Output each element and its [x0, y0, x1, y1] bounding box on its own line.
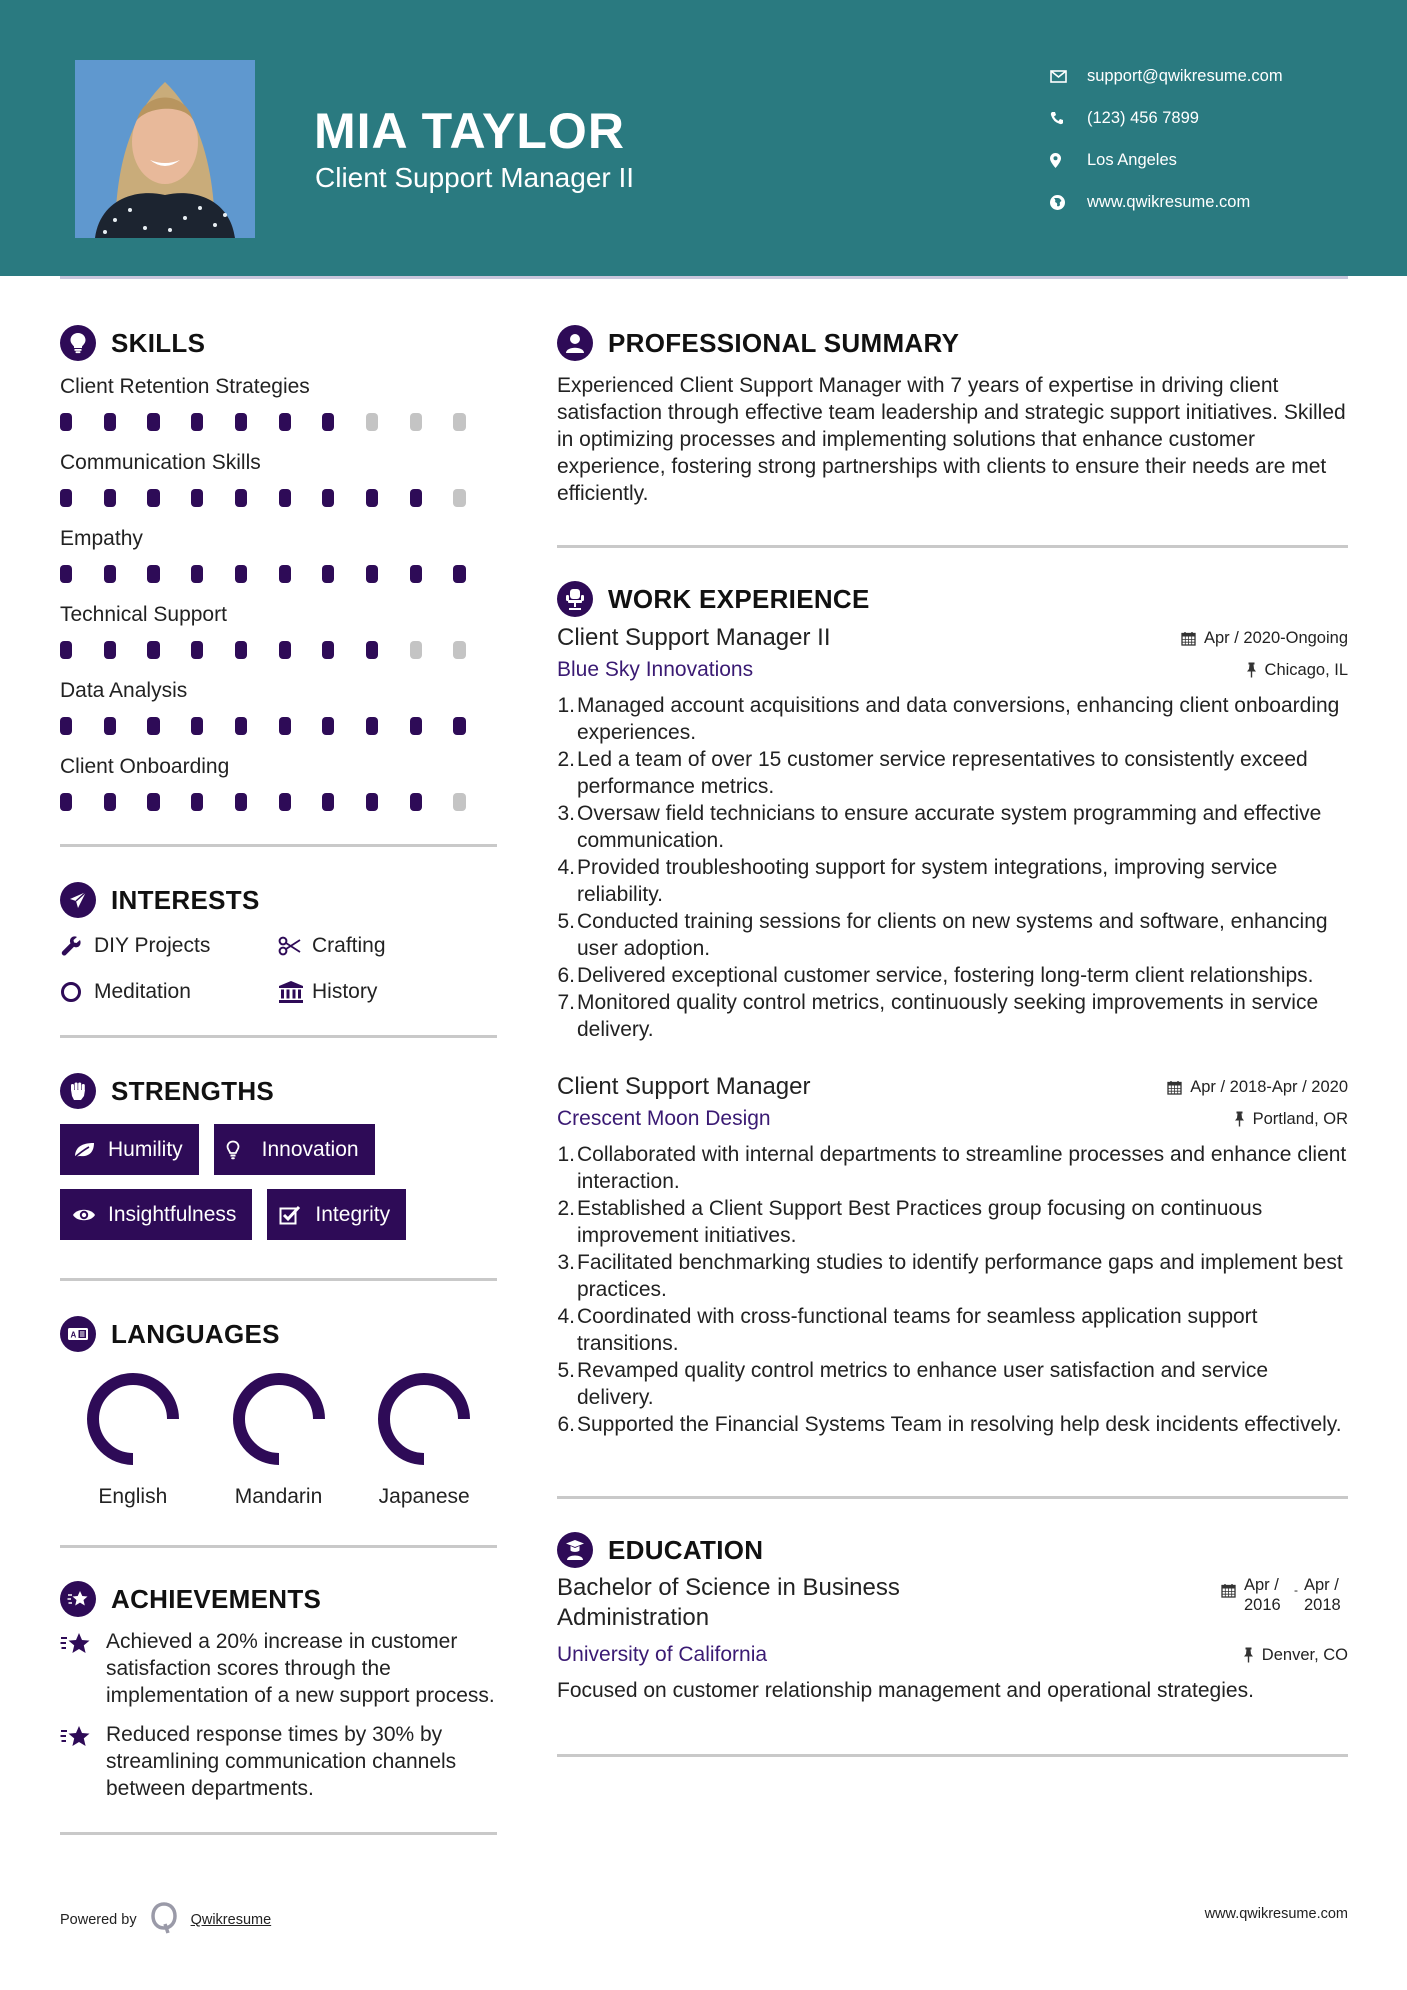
skill-rating [60, 630, 497, 670]
experience-section [557, 576, 1348, 1438]
profile-photo [75, 60, 255, 238]
rating-dot-filled [410, 793, 422, 811]
job-bullet [557, 1249, 1348, 1303]
job-bullet [557, 1141, 1348, 1195]
wrench-icon [60, 935, 94, 957]
rating-dot-filled [453, 717, 465, 735]
job-bullet [557, 908, 1348, 962]
job-bullet [557, 800, 1348, 854]
rating-dot-filled [235, 717, 247, 735]
section-divider [60, 844, 497, 847]
rating-dot-filled [453, 565, 465, 583]
candidate-title: Client Support Manager II [315, 162, 635, 193]
rating-dot-filled [279, 793, 291, 811]
job-location: Chicago, IL [1246, 661, 1348, 680]
rating-dot-filled [410, 717, 422, 735]
rating-dot-filled [366, 489, 378, 507]
map-marker-icon [1050, 153, 1087, 168]
bank-icon [278, 980, 312, 1004]
svg-text:A: A [70, 1330, 77, 1340]
contact-phone[interactable] [1050, 97, 1283, 139]
job-bullet [557, 1411, 1348, 1438]
job-bullet [557, 962, 1348, 989]
job-bullet [557, 746, 1348, 800]
strength-chip: Innovation [214, 1124, 375, 1175]
rating-dot-filled [235, 641, 247, 659]
rating-dot-filled [279, 641, 291, 659]
skill-name: Communication Skills [60, 451, 261, 474]
rating-dot-filled [366, 717, 378, 735]
qwikresume-logo-icon [151, 1902, 177, 1938]
interests-heading: INTERESTS [60, 877, 497, 923]
bullet-text: Oversaw field technicians to ensure accurate system programming and effective communication. [577, 802, 1322, 852]
interests-section [60, 877, 497, 1011]
rating-dot-filled [279, 565, 291, 583]
bullet-text: Managed account acquisitions and data conversions, enhancing client onboarding experiences. [577, 694, 1340, 744]
skill-name: Empathy [60, 527, 143, 550]
contact-location [1050, 139, 1283, 181]
languages-list [60, 1371, 497, 1509]
strengths-heading: STRENGTHS [60, 1068, 497, 1114]
job-entry [557, 1073, 1348, 1438]
rating-dot-filled [235, 565, 247, 583]
interest-item: History [278, 973, 496, 1011]
left-column [60, 320, 497, 1835]
contact-website-text: www.qwikresume.com [1087, 192, 1251, 211]
rating-dot-filled [322, 793, 334, 811]
section-divider [557, 545, 1348, 548]
summary-section [557, 320, 1348, 507]
rating-dot-filled [279, 717, 291, 735]
job-dates: Apr / 2020-Ongoing [1181, 629, 1348, 648]
languages-heading: A LANGUAGES [60, 1311, 497, 1357]
rating-dot-empty [410, 641, 422, 659]
rating-dot-filled [322, 565, 334, 583]
rating-dot-filled [235, 489, 247, 507]
rating-dot-filled [147, 565, 159, 583]
globe-icon [1050, 195, 1087, 210]
section-divider [557, 1496, 1348, 1499]
rating-dot-filled [235, 793, 247, 811]
bullet-number: 4. [557, 1305, 575, 1328]
pushpin-icon [1246, 662, 1257, 678]
bullet-number: 5. [557, 910, 575, 933]
section-divider [60, 1278, 497, 1281]
job-location: Portland, OR [1234, 1110, 1348, 1129]
skill-name: Data Analysis [60, 679, 188, 702]
rating-dot-filled [104, 793, 116, 811]
bullet-text: Collaborated with internal departments to streamline processes and enhance client interaction. [577, 1143, 1347, 1193]
rating-dot-filled [366, 565, 378, 583]
bullet-text: Facilitated benchmarking studies to identify performance gaps and implement best practices. [577, 1251, 1343, 1301]
skill-rating [60, 478, 497, 518]
summary-text: Experienced Client Support Manager with 7 years of expertise in driving client satisfaction through effective team leadership and strategic support initiatives. Skilled in optimizing processes and implementing solutions that enhance customer experience, fostering strong partnerships with clients to ensure their needs are met efficiently. [557, 374, 1346, 505]
skill-rating [60, 782, 497, 822]
interest-item: DIY Projects [60, 927, 278, 965]
rating-dot-filled [410, 565, 422, 583]
language-proficiency-ring [231, 1371, 327, 1467]
contact-email-text: support@qwikresume.com [1087, 66, 1283, 85]
bullet-text: Provided troubleshooting support for system integrations, improving service reliability. [577, 856, 1278, 906]
education-start-date: Apr / 2016 [1244, 1576, 1281, 1614]
rating-dot-filled [60, 413, 72, 431]
degree-title: Bachelor of Science in Business Administration [557, 1574, 900, 1631]
contact-phone-text: (123) 456 7899 [1087, 108, 1199, 127]
calendar-icon [1181, 631, 1196, 646]
bullet-number: 1. [557, 694, 575, 717]
school-name: University of California [557, 1643, 768, 1666]
header-divider [60, 276, 1348, 279]
skills-list [60, 372, 497, 822]
experience-heading: WORK EXPERIENCE [557, 576, 1348, 622]
calendar-icon [1167, 1080, 1182, 1095]
skill-name: Technical Support [60, 603, 227, 626]
rating-dot-filled [410, 489, 422, 507]
rating-dot-filled [191, 565, 203, 583]
achievements-heading: ACHIEVEMENTS [60, 1576, 497, 1622]
interest-item: Meditation [60, 973, 278, 1011]
rating-dot-filled [366, 793, 378, 811]
checkbox-icon [279, 1205, 315, 1225]
star-icon [60, 1721, 106, 1802]
translate-icon [60, 1316, 96, 1352]
eye-icon [72, 1207, 108, 1223]
strength-chip: Humility [60, 1124, 199, 1175]
rating-dot-filled [104, 565, 116, 583]
education-description: Focused on customer relationship management and operational strategies. [557, 1679, 1254, 1702]
skill-rating [60, 554, 497, 594]
raised-fist-icon [60, 1073, 96, 1109]
candidate-name: MIA TAYLOR [314, 103, 625, 159]
rating-dot-empty [366, 413, 378, 431]
bullet-number: 5. [557, 1359, 575, 1382]
user-icon [557, 325, 593, 361]
job-bullet [557, 1357, 1348, 1411]
job-dates: Apr / 2018-Apr / 2020 [1167, 1078, 1348, 1097]
bullet-number: 2. [557, 1197, 575, 1220]
rating-dot-empty [453, 489, 465, 507]
bullet-text: Led a team of over 15 customer service representatives to consistently exceed performance metrics. [577, 748, 1308, 798]
language-item: Japanese [351, 1371, 497, 1509]
footer-powered-by: Powered by Qwikresume [60, 1902, 271, 1938]
contact-list [1050, 55, 1283, 223]
interest-item: Crafting [278, 927, 496, 965]
rating-dot-filled [60, 489, 72, 507]
rating-dot-filled [104, 717, 116, 735]
bullet-text: Coordinated with cross-functional teams for seamless application support transitions. [577, 1305, 1258, 1355]
scissors-icon [278, 936, 312, 956]
bullet-number: 3. [557, 1251, 575, 1274]
office-chair-icon [557, 581, 593, 617]
rating-dot-filled [279, 413, 291, 431]
rating-dot-filled [60, 717, 72, 735]
bullet-number: 6. [557, 1413, 575, 1436]
language-proficiency-ring [376, 1371, 472, 1467]
job-bullet [557, 1195, 1348, 1249]
section-divider [60, 1545, 497, 1548]
rating-dot-filled [147, 641, 159, 659]
circle-icon [60, 981, 94, 1003]
strengths-section [60, 1068, 497, 1240]
achievement-item: Achieved a 20% increase in customer satisfaction scores through the implementation of a new support process. [60, 1628, 497, 1709]
lightbulb-icon [226, 1140, 262, 1160]
rating-dot-filled [322, 641, 334, 659]
job-bullet [557, 854, 1348, 908]
achievement-item: Reduced response times by 30% by streamlining communication channels between departments. [60, 1721, 497, 1802]
company-name: Blue Sky Innovations [557, 658, 754, 681]
pushpin-icon [1234, 1111, 1245, 1127]
rating-dot-filled [60, 565, 72, 583]
qwikresume-link[interactable]: Qwikresume [190, 1912, 272, 1928]
lightbulb-icon [60, 325, 96, 361]
job-bullets [557, 692, 1348, 1043]
job-bullet [557, 692, 1348, 746]
rating-dot-filled [104, 413, 116, 431]
bullet-number: 4. [557, 856, 575, 879]
bullet-number: 1. [557, 1143, 575, 1166]
contact-email[interactable] [1050, 55, 1283, 97]
rating-dot-filled [191, 489, 203, 507]
rating-dot-filled [147, 413, 159, 431]
rating-dot-filled [191, 641, 203, 659]
bullet-text: Revamped quality control metrics to enhance user satisfaction and service delivery. [577, 1359, 1269, 1409]
rating-dot-filled [191, 793, 203, 811]
rating-dot-filled [191, 413, 203, 431]
calendar-icon [1221, 1583, 1236, 1598]
section-divider [60, 1832, 497, 1835]
footer-website[interactable]: www.qwikresume.com [1204, 1906, 1348, 1922]
strength-chip: Insightfulness [60, 1189, 252, 1240]
star-icon [60, 1628, 106, 1709]
graduate-icon [557, 1532, 593, 1568]
rating-dot-filled [322, 489, 334, 507]
skills-heading: SKILLS [60, 320, 497, 366]
language-proficiency-ring [85, 1371, 181, 1467]
education-heading: EDUCATION [557, 1527, 1348, 1573]
bullet-number: 7. [557, 991, 575, 1014]
rating-dot-filled [147, 489, 159, 507]
languages-section [60, 1311, 497, 1509]
star-badge-icon [60, 1581, 96, 1617]
bullet-text: Monitored quality control metrics, continuously seeking improvements in service delivery. [577, 991, 1319, 1041]
skill-rating [60, 402, 497, 442]
rating-dot-filled [104, 489, 116, 507]
strength-chip: Integrity [267, 1189, 406, 1240]
bullet-text: Established a Client Support Best Practices group focusing on continuous improvement initiatives. [577, 1197, 1263, 1247]
rating-dot-empty [453, 413, 465, 431]
rating-dot-filled [322, 717, 334, 735]
achievements-section [60, 1576, 497, 1802]
resume-header [0, 0, 1407, 276]
job-bullet [557, 1303, 1348, 1357]
bullet-text: Delivered exceptional customer service, fostering long-term client relationships. [577, 964, 1314, 987]
language-item: English [60, 1371, 206, 1509]
leaf-icon [72, 1141, 108, 1159]
rating-dot-empty [410, 413, 422, 431]
skill-name: Client Retention Strategies [60, 375, 310, 398]
envelope-icon [1050, 70, 1087, 83]
rating-dot-filled [104, 641, 116, 659]
section-divider [557, 1754, 1348, 1757]
language-item: Mandarin [206, 1371, 352, 1509]
rating-dot-empty [453, 641, 465, 659]
rating-dot-filled [235, 413, 247, 431]
right-column [557, 320, 1348, 1757]
job-bullets [557, 1141, 1348, 1438]
education-location: Denver, CO [1243, 1646, 1348, 1665]
skills-section [60, 320, 497, 822]
rating-dot-empty [453, 793, 465, 811]
contact-website[interactable] [1050, 181, 1283, 223]
paper-plane-icon [60, 882, 96, 918]
bullet-number: 6. [557, 964, 575, 987]
summary-heading: PROFESSIONAL SUMMARY [557, 320, 1348, 366]
bullet-number: 3. [557, 802, 575, 825]
education-section [557, 1527, 1348, 1704]
company-name: Crescent Moon Design [557, 1107, 771, 1130]
phone-icon [1050, 111, 1087, 125]
contact-location-text: Los Angeles [1087, 150, 1177, 169]
rating-dot-filled [60, 641, 72, 659]
bullet-text: Supported the Financial Systems Team in resolving help desk incidents effectively. [577, 1413, 1342, 1436]
bullet-number: 2. [557, 748, 575, 771]
rating-dot-filled [366, 641, 378, 659]
education-end-date: Apr / 2018 [1304, 1576, 1341, 1614]
section-divider [60, 1035, 497, 1038]
rating-dot-filled [147, 793, 159, 811]
job-title: Client Support Manager II [557, 624, 831, 651]
interests-list [60, 927, 497, 1011]
rating-dot-filled [279, 489, 291, 507]
rating-dot-filled [322, 413, 334, 431]
rating-dot-filled [147, 717, 159, 735]
rating-dot-filled [191, 717, 203, 735]
pushpin-icon [1243, 1647, 1254, 1663]
date-separator: - [1294, 1583, 1298, 1597]
job-title: Client Support Manager [557, 1073, 811, 1100]
skill-name: Client Onboarding [60, 755, 230, 778]
rating-dot-filled [60, 793, 72, 811]
strengths-list [60, 1124, 497, 1240]
bullet-text: Conducted training sessions for clients on new systems and software, enhancing user adoption. [577, 910, 1328, 960]
job-bullet [557, 989, 1348, 1043]
job-entry [557, 624, 1348, 1043]
skill-rating [60, 706, 497, 746]
education-dates [1221, 1575, 1348, 1615]
